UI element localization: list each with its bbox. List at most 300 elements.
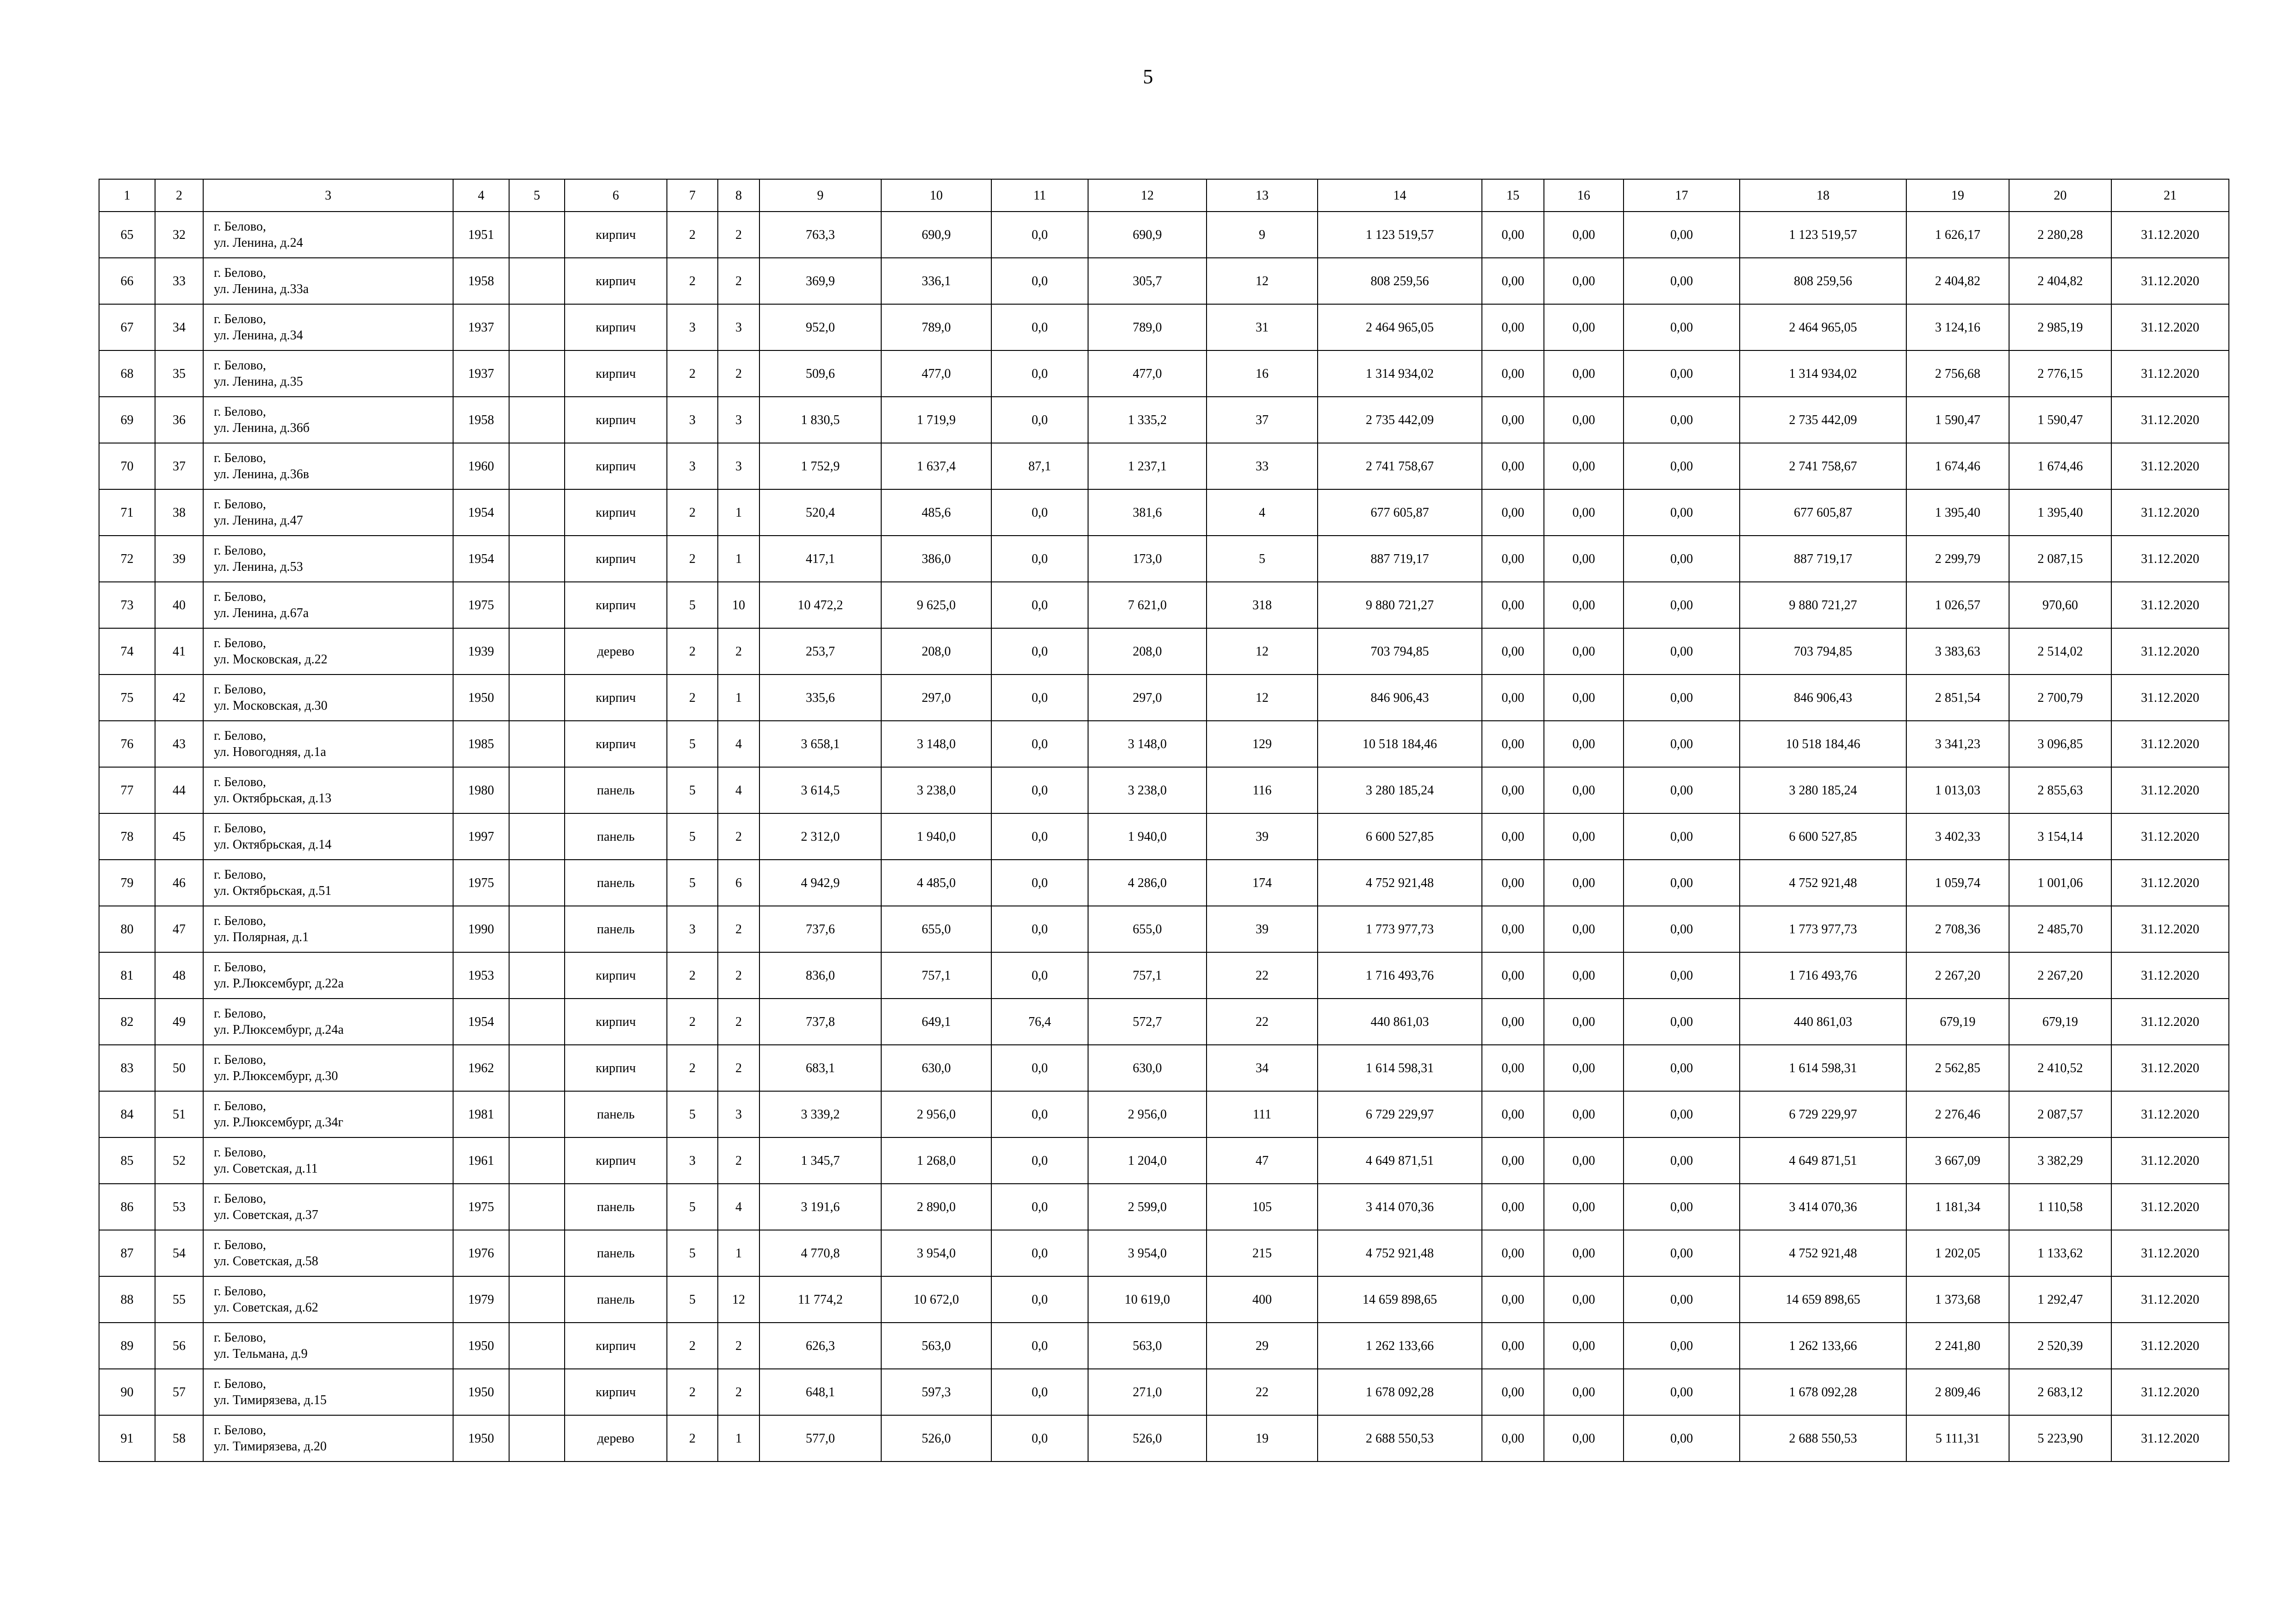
table-cell: 4 485,0 [881,860,991,906]
table-cell: 1960 [453,443,509,489]
table-cell: 1 [718,1230,759,1276]
table-cell: 1975 [453,582,509,628]
address-cell [203,304,453,350]
table-cell: 2 851,54 [1906,675,2009,721]
column-header: 18 [1740,179,1906,212]
table-cell: 563,0 [1088,1323,1207,1369]
table-cell: 3 [718,1091,759,1137]
table-cell: 0,00 [1482,813,1544,860]
table-cell [509,628,565,675]
table-cell: 0,0 [991,1091,1088,1137]
table-cell: 50 [155,1045,203,1091]
table-cell: 1 110,58 [2009,1184,2111,1230]
address-cell [203,675,453,721]
table-cell: 0,00 [1544,350,1624,397]
table-cell: 1 614 598,31 [1318,1045,1482,1091]
table-cell: 0,00 [1482,675,1544,721]
table-cell: 0,00 [1624,1230,1740,1276]
table-cell: 10 518 184,46 [1740,721,1906,767]
table-cell: 2 599,0 [1088,1184,1207,1230]
table-row [99,906,2229,952]
table-cell: 0,00 [1624,1045,1740,1091]
table-cell: 2 [667,675,718,721]
address-city: г. Белово, [214,960,266,974]
table-cell: 0,00 [1624,767,1740,813]
table-cell: 89 [99,1323,155,1369]
table-cell: 2 [718,906,759,952]
address-street: ул. Советская, д.58 [214,1254,318,1268]
table-cell: 0,00 [1482,999,1544,1045]
column-header: 3 [203,179,453,212]
table-cell [509,212,565,258]
table-cell: 0,0 [991,350,1088,397]
table-cell: 1 773 977,73 [1318,906,1482,952]
address-street: ул. Ленина, д.24 [214,236,303,250]
table-cell: 2 741 758,67 [1740,443,1906,489]
table-cell: 10 672,0 [881,1276,991,1323]
table-cell: 129 [1207,721,1318,767]
table-cell: 1 940,0 [1088,813,1207,860]
table-cell: 417,1 [759,536,881,582]
table-cell: 0,00 [1624,1415,1740,1462]
table-cell: 22 [1207,999,1318,1045]
table-cell: 0,0 [991,304,1088,350]
table-cell: дерево [565,628,667,675]
table-row [99,1230,2229,1276]
table-cell: 2 485,70 [2009,906,2111,952]
table-cell: 757,1 [881,952,991,999]
table-cell: 4 649 871,51 [1318,1137,1482,1184]
table-cell: 43 [155,721,203,767]
table-cell: 1 590,47 [1906,397,2009,443]
table-cell: 655,0 [881,906,991,952]
table-cell: 31.12.2020 [2111,397,2229,443]
address-cell [203,1415,453,1462]
column-header: 21 [2111,179,2229,212]
table-row [99,1091,2229,1137]
table-cell: 74 [99,628,155,675]
table-cell: 5 [667,582,718,628]
table-cell: 65 [99,212,155,258]
address-city: г. Белово, [214,358,266,373]
table-cell: 3 382,29 [2009,1137,2111,1184]
table-cell: 2 [718,350,759,397]
address-street: ул. Советская, д.11 [214,1162,318,1176]
table-cell: панель [565,767,667,813]
table-cell: 703 794,85 [1740,628,1906,675]
table-cell: 0,00 [1482,906,1544,952]
table-cell: 2 756,68 [1906,350,2009,397]
table-cell: 90 [99,1369,155,1415]
table-cell: 2 [718,1045,759,1091]
page-number: 5 [1143,65,1153,88]
table-cell: кирпич [565,582,667,628]
table-cell: 69 [99,397,155,443]
table-cell: 2 735 442,09 [1318,397,1482,443]
table-cell: 5 [667,1184,718,1230]
table-cell: 0,00 [1482,350,1544,397]
table-cell: 4 649 871,51 [1740,1137,1906,1184]
address-city: г. Белово, [214,636,266,650]
table-cell: 808 259,56 [1740,258,1906,304]
table-cell: 0,00 [1544,1045,1624,1091]
table-cell: 31.12.2020 [2111,258,2229,304]
table-cell: 0,00 [1544,999,1624,1045]
table-cell: 1962 [453,1045,509,1091]
table-cell: 0,0 [991,675,1088,721]
table-cell: 271,0 [1088,1369,1207,1415]
column-header: 5 [509,179,565,212]
table-cell: 2 276,46 [1906,1091,2009,1137]
table-cell: 31.12.2020 [2111,1230,2229,1276]
table-cell: 703 794,85 [1318,628,1482,675]
table-cell: 86 [99,1184,155,1230]
table-row [99,952,2229,999]
table-cell: 3 658,1 [759,721,881,767]
table-cell: 54 [155,1230,203,1276]
table-cell: 31.12.2020 [2111,952,2229,999]
table-cell: 846 906,43 [1740,675,1906,721]
table-cell: 208,0 [881,628,991,675]
table-cell: 763,3 [759,212,881,258]
table-cell: 42 [155,675,203,721]
address-street: ул. Октябрьская, д.13 [214,791,332,806]
table-cell: 5 [1207,536,1318,582]
table-cell: 3 096,85 [2009,721,2111,767]
table-cell: 630,0 [881,1045,991,1091]
address-cell [203,443,453,489]
table-cell: 0,00 [1624,952,1740,999]
table-cell: 0,00 [1482,1415,1544,1462]
table-row [99,536,2229,582]
address-street: ул. Тимирязева, д.20 [214,1439,327,1454]
table-cell: 72 [99,536,155,582]
table-cell: 572,7 [1088,999,1207,1045]
table-cell: 3 414 070,36 [1740,1184,1906,1230]
table-cell: 679,19 [2009,999,2111,1045]
table-cell: кирпич [565,443,667,489]
table-cell: 690,9 [1088,212,1207,258]
table-cell: 1 314 934,02 [1318,350,1482,397]
table-cell: 3 402,33 [1906,813,2009,860]
column-header: 11 [991,179,1088,212]
table-cell: 2 299,79 [1906,536,2009,582]
table-cell: 10 619,0 [1088,1276,1207,1323]
table-cell: 58 [155,1415,203,1462]
table-cell: 1990 [453,906,509,952]
address-city: г. Белово, [214,682,266,697]
table-cell: 67 [99,304,155,350]
table-cell: 34 [1207,1045,1318,1091]
table-cell: 0,00 [1482,1230,1544,1276]
address-city: г. Белово, [214,590,266,604]
table-cell: 0,0 [991,1045,1088,1091]
table-cell: 477,0 [881,350,991,397]
table-cell: 41 [155,628,203,675]
table-cell: 0,00 [1544,258,1624,304]
table-cell: 253,7 [759,628,881,675]
table-cell: панель [565,813,667,860]
table-cell: 4 752 921,48 [1318,1230,1482,1276]
table-cell: 39 [155,536,203,582]
table-cell: 2 [718,1323,759,1369]
table-cell: 3 [718,397,759,443]
table-cell: 105 [1207,1184,1318,1230]
table-cell: 1953 [453,952,509,999]
address-street: ул. Р.Люксембург, д.22а [214,976,344,991]
address-street: ул. Ленина, д.36б [214,421,310,435]
table-cell: 0,00 [1482,1184,1544,1230]
table-cell: 0,00 [1544,813,1624,860]
table-cell: кирпич [565,675,667,721]
table-cell: 31.12.2020 [2111,304,2229,350]
table-cell: 10 [718,582,759,628]
table-cell [509,397,565,443]
table-cell: 2 514,02 [2009,628,2111,675]
table-cell: 1950 [453,1415,509,1462]
table-cell: 45 [155,813,203,860]
table-cell: 0,0 [991,1415,1088,1462]
address-cell [203,582,453,628]
table-cell: 38 [155,489,203,536]
table-cell: панель [565,1276,667,1323]
table-cell: 2 700,79 [2009,675,2111,721]
data-table [99,179,2229,1462]
table-cell: 85 [99,1137,155,1184]
table-cell: 2 241,80 [1906,1323,2009,1369]
table-cell: панель [565,906,667,952]
table-cell: 1975 [453,860,509,906]
column-header: 8 [718,179,759,212]
table-cell: кирпич [565,1369,667,1415]
table-cell: 1 123 519,57 [1318,212,1482,258]
table-row [99,1276,2229,1323]
table-cell: 66 [99,258,155,304]
table-cell: 1958 [453,397,509,443]
table-cell: 0,0 [991,1137,1088,1184]
table-cell: 12 [1207,628,1318,675]
table-row [99,350,2229,397]
table-cell: 1981 [453,1091,509,1137]
table-cell: 32 [155,212,203,258]
table-cell: 1 204,0 [1088,1137,1207,1184]
table-cell: 2 985,19 [2009,304,2111,350]
address-city: г. Белово, [214,868,266,882]
table-row [99,1369,2229,1415]
table-cell: 1 614 598,31 [1740,1045,1906,1091]
table-cell: 2 855,63 [2009,767,2111,813]
table-cell: 2 087,15 [2009,536,2111,582]
table-cell: кирпич [565,1045,667,1091]
table-cell: 1 262 133,66 [1318,1323,1482,1369]
table-cell: 683,1 [759,1045,881,1091]
address-street: ул. Тимирязева, д.15 [214,1393,327,1407]
table-cell: 836,0 [759,952,881,999]
table-cell: 1 001,06 [2009,860,2111,906]
table-cell: 73 [99,582,155,628]
table-cell: кирпич [565,721,667,767]
address-city: г. Белово, [214,312,266,326]
table-cell: 0,00 [1624,906,1740,952]
table-cell [509,350,565,397]
table-cell: 70 [99,443,155,489]
table-cell: кирпич [565,952,667,999]
table-cell: 31.12.2020 [2111,1369,2229,1415]
table-cell: 369,9 [759,258,881,304]
table-cell: 2 [667,1369,718,1415]
table-cell: 2 [718,999,759,1045]
table-cell: 1985 [453,721,509,767]
table-cell: 55 [155,1276,203,1323]
address-street: ул. Ленина, д.35 [214,375,303,389]
table-cell: 1954 [453,536,509,582]
address-street: ул. Советская, д.62 [214,1300,318,1315]
table-cell: 1 314 934,02 [1740,350,1906,397]
table-cell: 71 [99,489,155,536]
table-cell: кирпич [565,397,667,443]
table-cell: 0,0 [991,906,1088,952]
table-cell: 0,00 [1544,304,1624,350]
table-cell: 3 238,0 [881,767,991,813]
table-row [99,999,2229,1045]
table-cell: 2 688 550,53 [1318,1415,1482,1462]
table-cell: 0,0 [991,397,1088,443]
table-cell: 47 [155,906,203,952]
address-street: ул. Новогодняя, д.1а [214,745,326,759]
table-cell: 0,00 [1482,952,1544,999]
address-cell [203,999,453,1045]
table-cell: 789,0 [881,304,991,350]
table-cell: 677 605,87 [1318,489,1482,536]
address-cell [203,212,453,258]
table-cell: 1 678 092,28 [1740,1369,1906,1415]
table-cell: 2 [667,212,718,258]
table-cell: 0,00 [1482,212,1544,258]
table-cell: 2 [718,952,759,999]
table-cell: 91 [99,1415,155,1462]
column-header: 2 [155,179,203,212]
table-cell: 52 [155,1137,203,1184]
table-cell [509,721,565,767]
table-cell: кирпич [565,1323,667,1369]
address-cell [203,397,453,443]
table-cell: 10 518 184,46 [1318,721,1482,767]
table-cell [509,1230,565,1276]
table-cell: 0,00 [1544,1184,1624,1230]
table-cell: 5 [667,721,718,767]
table-cell: 3 954,0 [881,1230,991,1276]
table-cell: 4 286,0 [1088,860,1207,906]
table-cell: 3 667,09 [1906,1137,2009,1184]
table-cell: 5 [667,860,718,906]
table-cell: 1 345,7 [759,1137,881,1184]
table-cell: 1950 [453,675,509,721]
table-cell: 0,00 [1624,397,1740,443]
address-cell [203,1045,453,1091]
address-cell [203,1184,453,1230]
table-cell: 40 [155,582,203,628]
table-cell: 78 [99,813,155,860]
table-cell: 2 520,39 [2009,1323,2111,1369]
column-header: 15 [1482,179,1544,212]
table-cell: 0,00 [1482,443,1544,489]
table-row [99,721,2229,767]
table-cell: 116 [1207,767,1318,813]
table-cell: 9 880 721,27 [1740,582,1906,628]
table-cell: 485,6 [881,489,991,536]
table-cell: 3 148,0 [881,721,991,767]
table-cell: 31.12.2020 [2111,860,2229,906]
table-cell: 76,4 [991,999,1088,1045]
table-cell: 0,00 [1482,1137,1544,1184]
column-header: 16 [1544,179,1624,212]
table-cell: 0,00 [1624,304,1740,350]
table-cell: 2 280,28 [2009,212,2111,258]
table-cell: 3 341,23 [1906,721,2009,767]
table-cell: 2 [667,1415,718,1462]
table-cell: 31.12.2020 [2111,1184,2229,1230]
table-cell: 31.12.2020 [2111,536,2229,582]
table-cell: 3 238,0 [1088,767,1207,813]
table-cell: 215 [1207,1230,1318,1276]
table-cell [509,536,565,582]
column-header: 4 [453,179,509,212]
address-city: г. Белово, [214,1145,266,1160]
table-cell: 31.12.2020 [2111,1137,2229,1184]
table-cell: 509,6 [759,350,881,397]
table-cell: 31.12.2020 [2111,1415,2229,1462]
table-cell [509,813,565,860]
table-cell: 31.12.2020 [2111,906,2229,952]
table-cell: 3 383,63 [1906,628,2009,675]
table-cell: 0,00 [1544,860,1624,906]
table-cell [509,906,565,952]
table-cell: 81 [99,952,155,999]
table-cell: 31.12.2020 [2111,582,2229,628]
address-cell [203,721,453,767]
table-cell: 0,00 [1544,212,1624,258]
table-cell: 0,00 [1544,952,1624,999]
table-cell: 6 600 527,85 [1740,813,1906,860]
column-header: 12 [1088,179,1207,212]
table-cell: 33 [1207,443,1318,489]
table-cell: 440 861,03 [1740,999,1906,1045]
table-cell: кирпич [565,1137,667,1184]
address-cell [203,536,453,582]
table-cell: 0,00 [1482,1091,1544,1137]
table-cell: 649,1 [881,999,991,1045]
table-cell: 31.12.2020 [2111,1276,2229,1323]
table-cell: 31.12.2020 [2111,1323,2229,1369]
table-cell: 1976 [453,1230,509,1276]
table-cell: 1950 [453,1369,509,1415]
table-cell: 1 013,03 [1906,767,2009,813]
table-cell [509,675,565,721]
table-cell: 2 688 550,53 [1740,1415,1906,1462]
table-cell: 0,0 [991,1184,1088,1230]
table-cell [509,1323,565,1369]
table-cell: 7 621,0 [1088,582,1207,628]
table-cell: 111 [1207,1091,1318,1137]
table-cell: кирпич [565,999,667,1045]
table-cell: 56 [155,1323,203,1369]
table-cell: 2 [667,1323,718,1369]
table-cell: 1 373,68 [1906,1276,2009,1323]
table-cell: 0,0 [991,489,1088,536]
table-cell: 1 626,17 [1906,212,2009,258]
table-cell: 31.12.2020 [2111,675,2229,721]
table-cell: 174 [1207,860,1318,906]
